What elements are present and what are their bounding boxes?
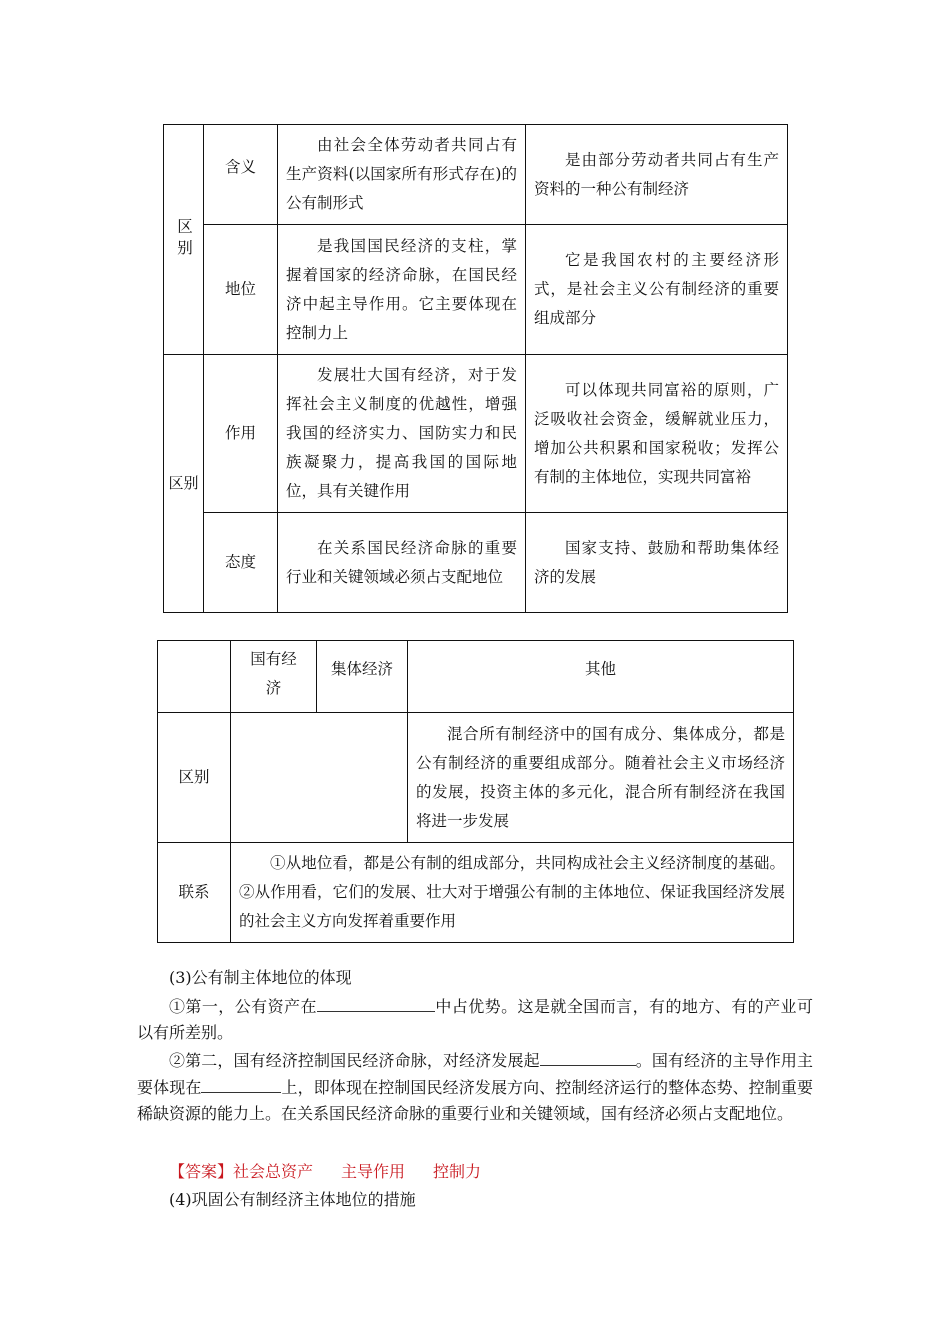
other-economy-cell bbox=[408, 713, 794, 843]
table-row bbox=[164, 513, 788, 613]
header-state-economy bbox=[231, 641, 317, 713]
header-collective-economy bbox=[317, 641, 408, 713]
answer-item: 主导作用 bbox=[341, 1162, 406, 1181]
paragraph-text: ②第二，国有经济控制国民经济命脉，对经济发展起 bbox=[169, 1051, 540, 1070]
paragraph-1 bbox=[137, 993, 813, 1046]
cell-text: 混合所有制经济中的国有成分、集体成分，都是公有制经济的重要组成部分。随着社会主义市场经济的发展，投资主体的多元化，混合所有制经济在我国将进一步发展 bbox=[416, 724, 785, 830]
paragraph-text: 上，即体现在控制国民经济发展方向、控制经济运行的整体态势、控制重要稀缺资源的能力上。在关系国民经济命脉的重要行业和关键领域，国有经济必须占支配地位。 bbox=[137, 1078, 813, 1123]
group-label: 区别 bbox=[175, 218, 193, 261]
group-label-cell bbox=[164, 125, 204, 355]
state-economy-cell bbox=[278, 513, 526, 613]
answer-tag: 【答案】 bbox=[169, 1162, 234, 1181]
state-economy-cell bbox=[278, 125, 526, 225]
state-economy-cell bbox=[278, 225, 526, 355]
comparison-table-other-and-links bbox=[157, 640, 794, 943]
empty-merged-cell bbox=[231, 713, 408, 843]
cell-text: 可以体现共同富裕的原则，广泛吸收社会资金，缓解就业压力，增加公共积累和国家税收；发挥公有制的主体地位，实现共同富裕 bbox=[534, 380, 779, 486]
row-label: 联系 bbox=[178, 883, 210, 901]
fill-in-blank bbox=[317, 993, 435, 1012]
cell-text: 是我国国民经济的支柱，掌握着国家的经济命脉，在国民经济中起主导作用。它主要体现在控制力上 bbox=[286, 236, 517, 342]
comparison-table-state-vs-collective bbox=[163, 124, 788, 613]
cell-text: 它是我国农村的主要经济形式，是社会主义公有制经济的重要组成部分 bbox=[534, 251, 779, 327]
answer-items bbox=[233, 1162, 509, 1181]
row-label-cell bbox=[204, 225, 278, 355]
row-label-cell bbox=[158, 713, 231, 843]
answer-item: 社会总资产 bbox=[233, 1162, 314, 1181]
group-label: 区别 bbox=[168, 474, 199, 492]
row-label: 地位 bbox=[224, 280, 256, 298]
collective-economy-cell bbox=[526, 513, 788, 613]
row-label: 态度 bbox=[224, 553, 256, 571]
row-label-cell bbox=[158, 843, 231, 943]
paragraph-text: ①第一，公有资产在 bbox=[169, 997, 317, 1016]
row-label: 作用 bbox=[224, 424, 256, 442]
cell-text: 由社会全体劳动者共同占有生产资料(以国家所有形式存在)的公有制形式 bbox=[286, 136, 517, 212]
section-heading: (4)巩固公有制经济主体地位的措施 bbox=[169, 1190, 416, 1209]
header-other bbox=[408, 641, 794, 713]
row-label-cell bbox=[204, 513, 278, 613]
table-row bbox=[164, 355, 788, 513]
cell-text: 在关系国民经济命脉的重要行业和关键领域必须占支配地位 bbox=[286, 538, 517, 586]
answer-line bbox=[137, 1159, 813, 1185]
collective-economy-cell bbox=[526, 225, 788, 355]
table-row bbox=[164, 125, 788, 225]
collective-economy-cell bbox=[526, 125, 788, 225]
table-row bbox=[158, 843, 794, 943]
answer-item: 控制力 bbox=[433, 1162, 482, 1181]
cell-text: 是由部分劳动者共同占有生产资料的一种公有制经济 bbox=[534, 150, 779, 198]
table-row bbox=[164, 225, 788, 355]
cell-text: 国家支持、鼓励和帮助集体经济的发展 bbox=[534, 538, 779, 586]
fill-in-blank bbox=[540, 1047, 636, 1066]
header-label: 集体经济 bbox=[330, 660, 393, 678]
header-label: 国有经济 bbox=[250, 649, 297, 697]
row-label-cell bbox=[204, 355, 278, 513]
header-empty-cell bbox=[158, 641, 231, 713]
paragraph-text: 中占优势。这是就全国而言，有的地方、有的产业可以有所差别。 bbox=[137, 997, 813, 1042]
row-label: 含义 bbox=[224, 158, 256, 176]
group-label-cell bbox=[164, 355, 204, 613]
collective-economy-cell bbox=[526, 355, 788, 513]
row-label: 区别 bbox=[178, 768, 210, 786]
section-heading: (3)公有制主体地位的体现 bbox=[169, 968, 352, 987]
table-header-row bbox=[158, 641, 794, 713]
table-row bbox=[158, 713, 794, 843]
fill-in-blank bbox=[201, 1074, 281, 1093]
state-economy-cell bbox=[278, 355, 526, 513]
cell-text: 发展壮大国有经济，对于发挥社会主义制度的优越性，增强我国的经济实力、国防实力和民族凝聚力，提高我国的国际地位，具有关键作用 bbox=[286, 366, 517, 500]
cell-text: ①从地位看，都是公有制的组成部分，共同构成社会主义经济制度的基础。②从作用看，它们的发展、壮大对于增强公有制的主体地位、保证我国经济发展的社会主义方向发挥着重要作用 bbox=[239, 854, 785, 930]
paragraph-2 bbox=[137, 1047, 813, 1127]
header-label: 其他 bbox=[584, 660, 616, 678]
links-cell bbox=[231, 843, 794, 943]
row-label-cell bbox=[204, 125, 278, 225]
paragraph-text: 。国有经济的主导作用主要体现在 bbox=[137, 1051, 813, 1097]
